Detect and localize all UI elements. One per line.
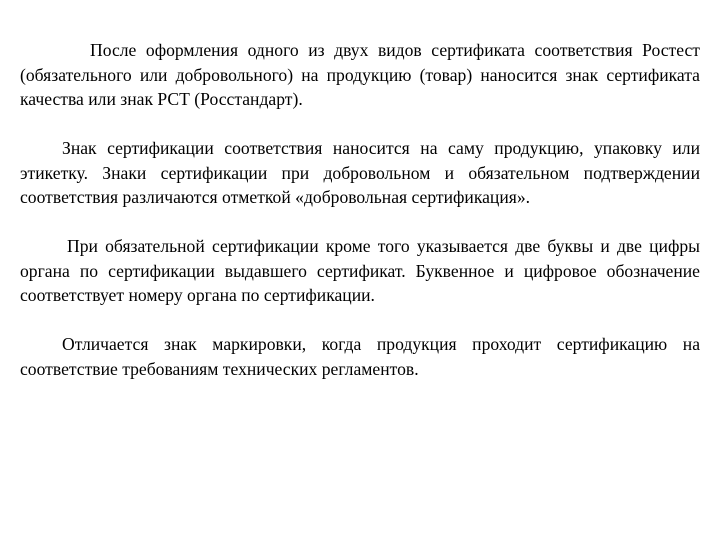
paragraph-certificate-mark: После оформления одного из двух видов сертификата соответствия Ростест (обязательного или добровольного) на продукцию (товар) наносится знак сертификата качества или знак РСТ (Росстандарт). bbox=[20, 40, 700, 109]
paragraph-mandatory-certification: При обязательной сертификации кроме того указывается две буквы и две цифры органа по сертификации выдавшего сертификат. Буквенное и цифровое обозначение соответствует номеру органа по сертификации. bbox=[20, 236, 700, 305]
slide-text-body bbox=[20, 38, 700, 381]
paragraph-gap bbox=[20, 210, 700, 235]
paragraph-mark-placement: Знак сертификации соответствия наносится на саму продукцию, упаковку или этикетку. Знаки сертификации при добровольном и обязательном подтверждении соответствия различаются отметкой «добровольная сертификация». bbox=[20, 138, 700, 207]
paragraph-gap bbox=[20, 112, 700, 137]
paragraph-technical-regulations: Отличается знак маркировки, когда продукция проходит сертификацию на соответствие требованиям технических регламентов. bbox=[20, 334, 700, 379]
paragraph-gap bbox=[20, 308, 700, 333]
